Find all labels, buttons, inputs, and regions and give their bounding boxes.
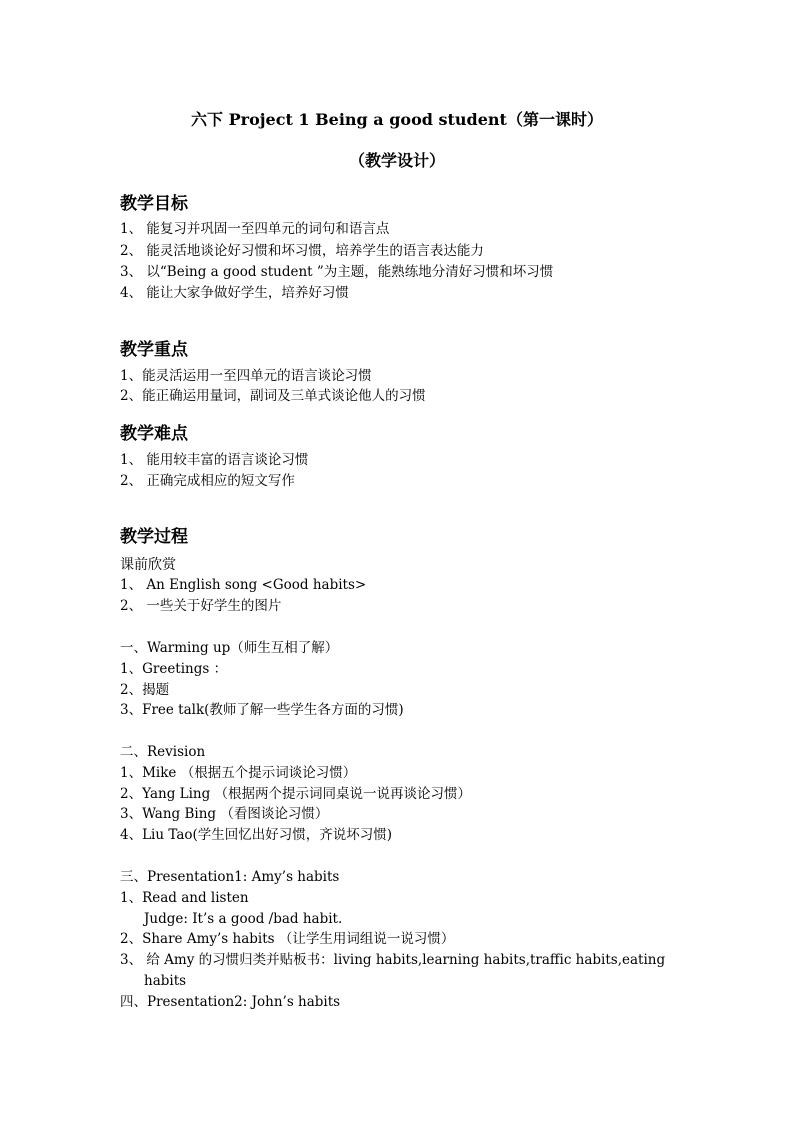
warmup-item: 3、Free talk(教师了解一些学生各方面的习惯) [120,702,404,718]
presentation1-item: Judge: It’s a good /bad habit. [144,911,343,927]
presentation1-label: 三、Presentation1: Amy’s habits [120,869,340,885]
revision-item: 2、Yang Ling （根据两个提示词同桌说一说再谈论习惯） [120,786,472,802]
objective-item: 2、 能灵活地谈论好习惯和坏习惯，培养学生的语言表达能力 [120,243,484,259]
revision-label: 二、Revision [120,744,206,760]
pre-class-label: 课前欣赏 [120,557,176,573]
presentation2-label: 四、Presentation2: John’s habits [120,994,341,1010]
key-point-item: 1、能灵活运用一至四单元的语言谈论习惯 [120,368,372,384]
objective-item: 3、 以“Being a good student ”为主题，能熟练地分清好习惯和坏习惯 [120,264,554,280]
difficulty-item: 2、 正确完成相应的短文写作 [120,473,295,489]
pre-class-item: 1、 An English song <Good habits> [120,577,367,593]
document-subtitle: （教学设计） [348,151,445,170]
revision-item: 1、Mike （根据五个提示词谈论习惯） [120,765,357,781]
revision-item: 4、Liu Tao(学生回忆出好习惯，齐说坏习惯) [120,827,393,843]
key-point-item: 2、能正确运用量词，副词及三单式谈论他人的习惯 [120,388,426,404]
revision-item: 3、Wang Bing （看图谈论习惯） [120,806,329,822]
pre-class-item: 2、 一些关于好学生的图片 [120,598,282,614]
document-title: 六下 Project 1 Being a good student（第一课时） [191,110,603,129]
difficulties-heading: 教学难点 [120,424,188,444]
process-heading: 教学过程 [120,527,188,547]
warmup-item: 2、揭题 [120,682,170,698]
presentation1-item: 3、 给 Amy 的习惯归类并贴板书：living habits,learning habits,traffic habits,eating [120,952,666,968]
warmup-label: 一、Warming up（师生互相了解） [120,640,339,656]
key-points-heading: 教学重点 [120,340,188,360]
difficulty-item: 1、 能用较丰富的语言谈论习惯 [120,452,309,468]
presentation1-item: 1、Read and listen [120,890,249,906]
objective-item: 1、 能复习并巩固一至四单元的词句和语言点 [120,221,390,237]
presentation1-item: habits [144,973,187,989]
objective-item: 4、 能让大家争做好学生，培养好习惯 [120,285,349,301]
presentation1-item: 2、Share Amy’s habits （让学生用词组说一说习惯） [120,931,455,947]
objectives-heading: 教学目标 [120,194,188,214]
warmup-item: 1、Greetings ： [120,661,228,677]
